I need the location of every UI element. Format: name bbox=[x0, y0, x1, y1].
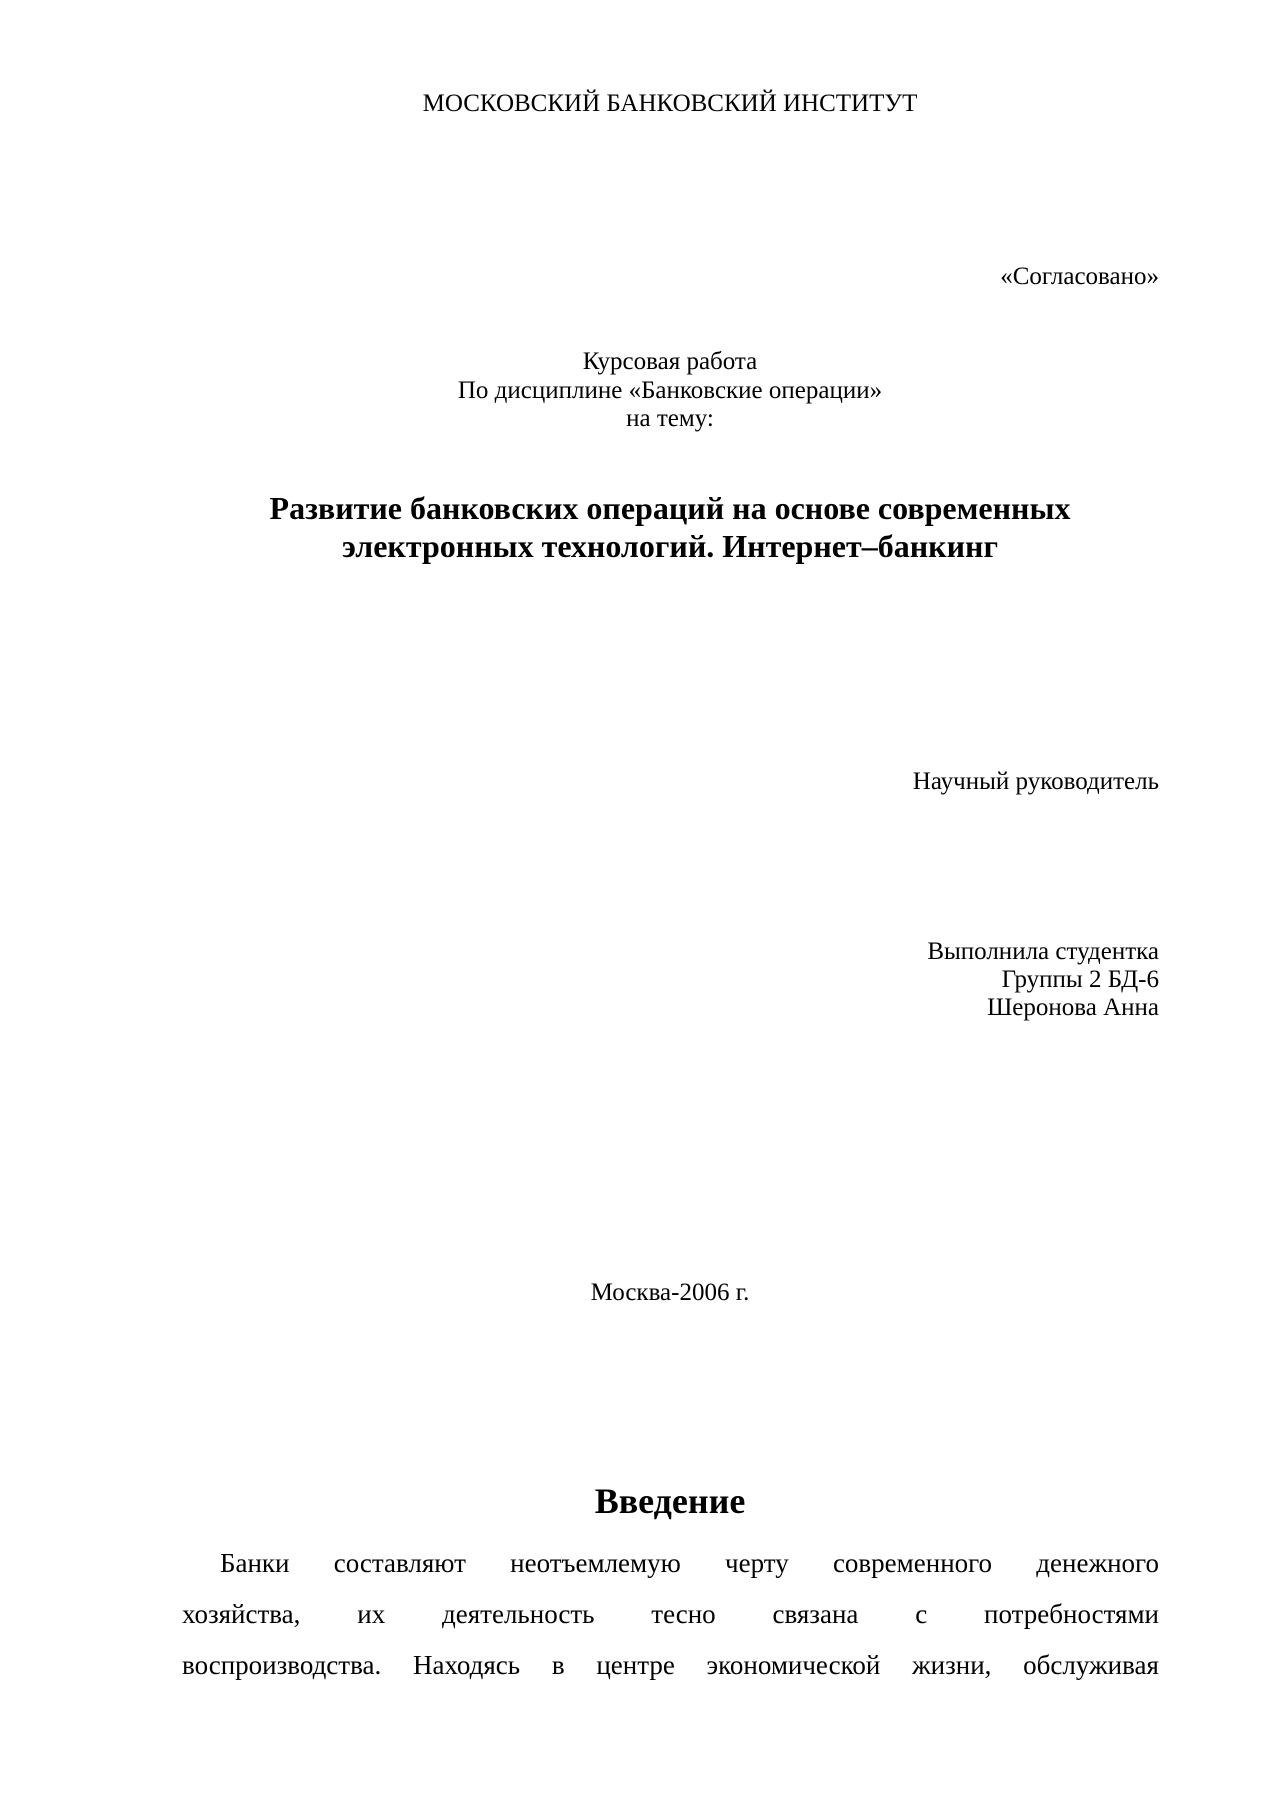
introduction-line-3 bbox=[182, 1648, 1159, 1682]
introduction-word: центре bbox=[596, 1650, 675, 1680]
institution-name: МОСКОВСКИЙ БАНКОВСКИЙ ИНСТИТУТ bbox=[422, 90, 918, 117]
introduction-word: неотъемлемую bbox=[510, 1548, 681, 1578]
topic-intro: на тему: bbox=[626, 405, 714, 432]
discipline: По дисциплине «Банковские операции» bbox=[457, 377, 883, 404]
introduction-word: Банки bbox=[220, 1548, 290, 1578]
work-type: Курсовая работа bbox=[582, 348, 758, 375]
introduction-word: составляют bbox=[333, 1548, 466, 1578]
introduction-word: в bbox=[551, 1650, 565, 1680]
introduction-word: жизни, bbox=[912, 1650, 992, 1680]
introduction-word: тесно bbox=[651, 1599, 716, 1629]
introduction-line-1 bbox=[220, 1546, 1159, 1580]
introduction-line-2 bbox=[182, 1597, 1159, 1631]
introduction-word: воспроизводства. bbox=[182, 1650, 382, 1680]
introduction-word: Находясь bbox=[412, 1650, 521, 1680]
introduction-word: черту bbox=[725, 1548, 789, 1578]
introduction-heading: Введение bbox=[594, 1481, 746, 1521]
introduction-word: денежного bbox=[1036, 1548, 1159, 1578]
author-line-1: Выполнила студентка bbox=[927, 938, 1159, 965]
introduction-word: потребностями bbox=[984, 1599, 1159, 1629]
title-line-2: электронных технологий. Интернет–банкинг bbox=[342, 528, 998, 564]
author-line-3: Шеронова Анна bbox=[987, 994, 1159, 1021]
author-line-2: Группы 2 БД-6 bbox=[1001, 966, 1159, 993]
supervisor-label: Научный руководитель bbox=[912, 768, 1159, 795]
introduction-word: экономической bbox=[706, 1650, 881, 1680]
title-line-1: Развитие банковских операций на основе современных bbox=[269, 490, 1071, 526]
introduction-word: современного bbox=[832, 1548, 993, 1578]
place-year: Москва-2006 г. bbox=[590, 1279, 750, 1306]
introduction-word: с bbox=[915, 1599, 928, 1629]
introduction-word: обслуживая bbox=[1023, 1650, 1159, 1680]
introduction-word: связана bbox=[772, 1599, 859, 1629]
introduction-word: деятельность bbox=[442, 1599, 595, 1629]
approval-label: «Согласовано» bbox=[1000, 263, 1159, 290]
introduction-word: хозяйства, bbox=[182, 1599, 301, 1629]
introduction-word: их bbox=[357, 1599, 386, 1629]
